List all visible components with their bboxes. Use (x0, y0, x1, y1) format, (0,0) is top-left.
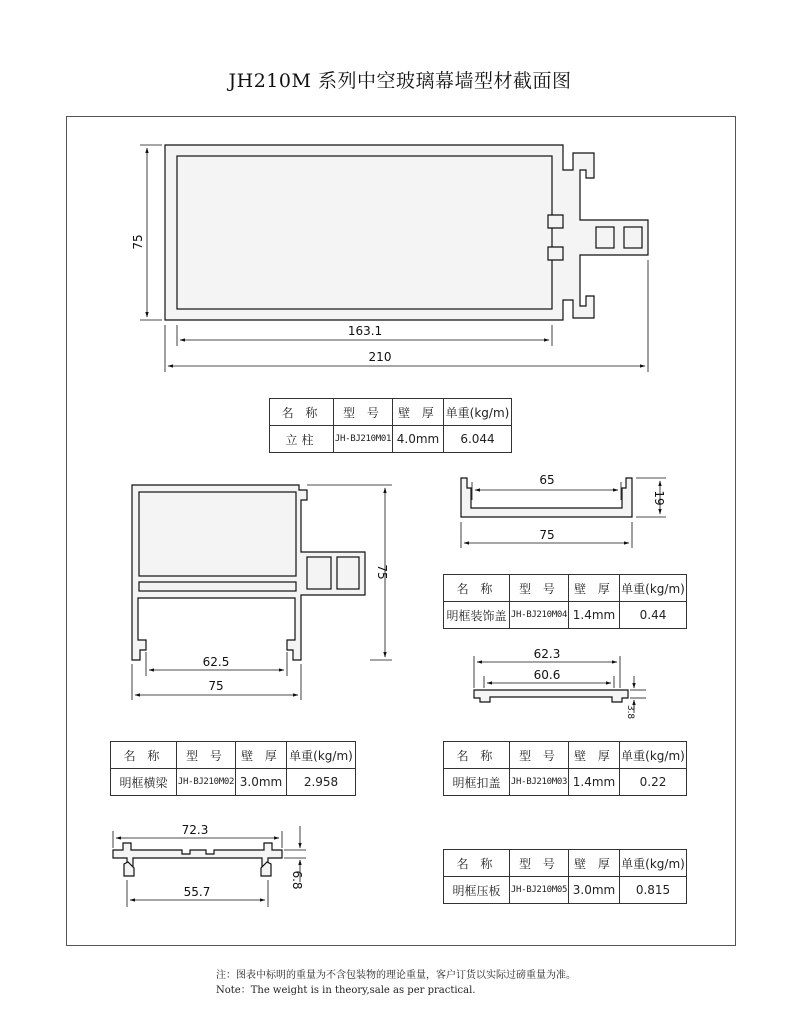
note-english: Note：The weight is in theory,sale as per practical. (216, 985, 476, 996)
mullion-width-label: 210 (368, 350, 392, 364)
header-name: 名 称 (444, 850, 510, 877)
cell-thickness: 3.0mm (236, 769, 287, 796)
cell-model: JH-BJ210M02 (177, 769, 236, 796)
pressure-plate-width-label: 72.3 (181, 823, 209, 837)
cell-model: JH-BJ210M03 (510, 769, 569, 796)
cell-model: JH-BJ210M01 (334, 426, 393, 453)
cell-thickness: 1.4mm (569, 602, 620, 629)
snap-cover-profile (474, 690, 628, 702)
cell-weight: 6.044 (444, 426, 512, 453)
note-chinese: 注：图表中标明的重量为不含包装物的理论重量，客户订货以实际过磅重量为准。 (216, 970, 576, 981)
transom-height-label: 75 (375, 564, 389, 580)
header-thickness: 壁 厚 (569, 742, 620, 769)
header-thickness: 壁 厚 (569, 850, 620, 877)
header-weight: 单重(kg/m) (620, 850, 687, 877)
header-name: 名 称 (270, 399, 334, 426)
cell-weight: 0.22 (620, 769, 687, 796)
header-thickness: 壁 厚 (393, 399, 444, 426)
cell-weight: 0.44 (620, 602, 687, 629)
cell-thickness: 4.0mm (393, 426, 444, 453)
mullion-inner-width-label: 163.1 (347, 324, 383, 338)
cell-name: 明框装饰盖 (444, 602, 510, 629)
snap-cover-width-label: 62.3 (533, 647, 561, 661)
cell-model: JH-BJ210M05 (510, 877, 569, 904)
decorative-cover-width-label: 75 (539, 528, 555, 542)
cell-name: 明框扣盖 (444, 769, 510, 796)
cell-name: 明框横梁 (111, 769, 177, 796)
header-model: 型 号 (510, 575, 569, 602)
mullion-profile (165, 145, 648, 320)
spec-table-mullion (269, 398, 512, 453)
pressure-plate-inner-width-label: 55.7 (183, 885, 211, 899)
transom-inner-width-label: 62.5 (202, 655, 230, 669)
header-weight: 单重(kg/m) (287, 742, 356, 769)
cell-model: JH-BJ210M04 (510, 602, 569, 629)
cell-weight: 0.815 (620, 877, 687, 904)
mullion-height-label: 75 (131, 234, 145, 250)
cell-thickness: 1.4mm (569, 769, 620, 796)
header-model: 型 号 (334, 399, 393, 426)
header-model: 型 号 (510, 850, 569, 877)
header-name: 名 称 (444, 742, 510, 769)
page-title: JH210M 系列中空玻璃幕墙型材截面图 (228, 70, 572, 92)
transom-width-label: 75 (208, 679, 224, 693)
pressure-plate-profile (113, 843, 282, 876)
snap-cover-height-label: 3.8 (625, 704, 635, 720)
spec-table-pressure-plate (443, 849, 687, 904)
header-thickness: 壁 厚 (569, 575, 620, 602)
snap-cover-inner-width-label: 60.6 (533, 668, 561, 682)
header-weight: 单重(kg/m) (620, 742, 687, 769)
cell-name: 立柱 (270, 426, 334, 453)
header-weight: 单重(kg/m) (620, 575, 687, 602)
spec-table-decorative-cover (443, 574, 687, 629)
header-name: 名 称 (111, 742, 177, 769)
header-thickness: 壁 厚 (236, 742, 287, 769)
cell-thickness: 3.0mm (569, 877, 620, 904)
cell-weight: 2.958 (287, 769, 356, 796)
pressure-plate-height-label: 6.8 (290, 870, 304, 890)
header-model: 型 号 (510, 742, 569, 769)
decorative-cover-height-label: 19 (652, 490, 666, 506)
header-model: 型 号 (177, 742, 236, 769)
cell-name: 明框压板 (444, 877, 510, 904)
spec-table-snap-cover (443, 741, 687, 796)
transom-profile (132, 485, 365, 660)
decorative-cover-inner-width-label: 65 (539, 473, 555, 487)
header-name: 名 称 (444, 575, 510, 602)
spec-table-transom (110, 741, 356, 796)
header-weight: 单重(kg/m) (444, 399, 512, 426)
